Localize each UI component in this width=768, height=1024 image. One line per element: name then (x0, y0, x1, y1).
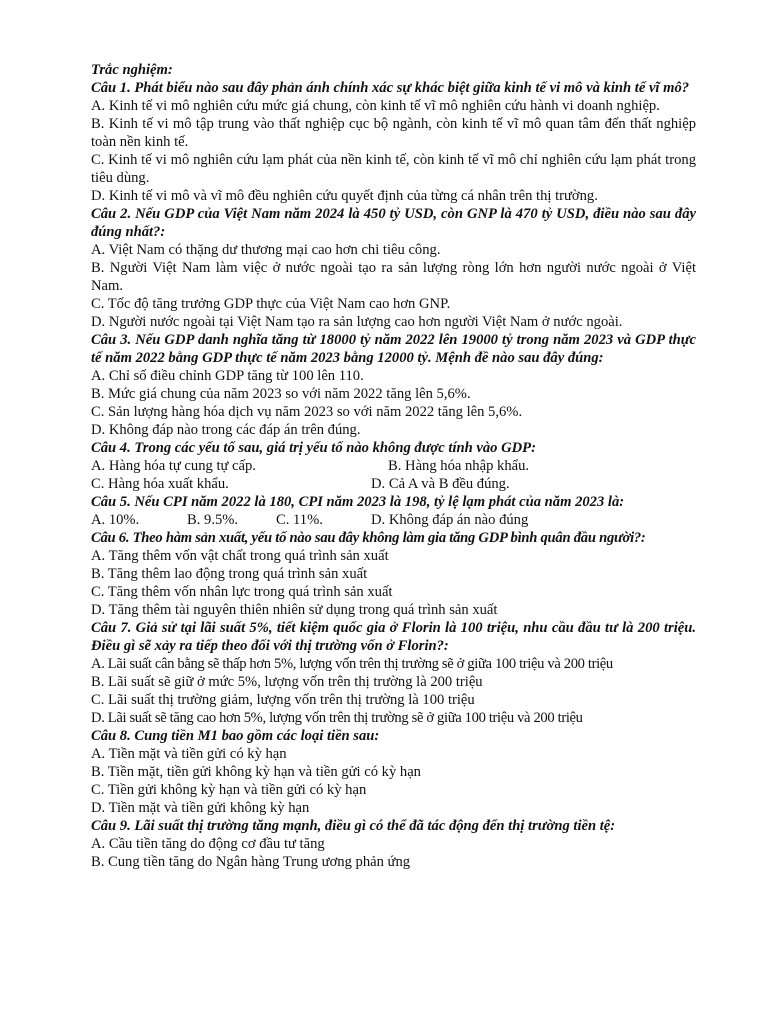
section-heading: Trắc nghiệm: (91, 62, 173, 78)
q2-option-b: B. Người Việt Nam làm việc ở nước ngoài tạo ra sản lượng ròng lớn hơn người nước ngoài ở Việt Nam. (91, 260, 696, 294)
q6-option-d: D. Tăng thêm tài nguyên thiên nhiên sử dụng trong quá trình sản xuất (91, 602, 498, 618)
q6-option-a: A. Tăng thêm vốn vật chất trong quá trình sản xuất (91, 548, 389, 564)
question-7: Câu 7. Giả sử tại lãi suất 5%, tiết kiệm quốc gia ở Florin là 100 triệu, nhu cầu đầu tư là 200 triệu. Điều gì sẽ xảy ra tiếp theo đối với thị trường vốn ở Florin?: (91, 620, 696, 654)
q6-option-c: C. Tăng thêm vốn nhân lực trong quá trình sản xuất (91, 584, 393, 600)
question-2: Câu 2. Nếu GDP của Việt Nam năm 2024 là 450 tỷ USD, còn GNP là 470 tỷ USD, điều nào sau đây đúng nhất?: (91, 206, 696, 240)
q8-option-c: C. Tiền gửi không kỳ hạn và tiền gửi có kỳ hạn (91, 782, 367, 798)
q5-option-d: D. Không đáp án nào đúng (371, 512, 529, 528)
document-page (91, 61, 696, 871)
q3-option-a: A. Chỉ số điều chỉnh GDP tăng từ 100 lên 110. (91, 368, 364, 384)
q2-option-c: C. Tốc độ tăng trưởng GDP thực của Việt Nam cao hơn GNP. (91, 296, 451, 312)
question-1: Câu 1. Phát biểu nào sau đây phản ánh chính xác sự khác biệt giữa kinh tế vi mô và kinh tế vĩ mô? (91, 80, 690, 96)
q4-option-b: B. Hàng hóa nhập khẩu. (388, 458, 530, 474)
q5-option-a: A. 10%. (91, 512, 140, 528)
q4-option-d: D. Cả A và B đều đúng. (371, 476, 510, 492)
q1-option-d: D. Kinh tế vi mô và vĩ mô đều nghiên cứu quyết định của từng cá nhân trên thị trường. (91, 188, 598, 204)
question-4: Câu 4. Trong các yếu tố sau, giá trị yếu tố nào không được tính vào GDP: (91, 440, 536, 456)
q7-option-b: B. Lãi suất sẽ giữ ở mức 5%, lượng vốn trên thị trường là 200 triệu (91, 674, 483, 690)
question-5: Câu 5. Nếu CPI năm 2022 là 180, CPI năm 2023 là 198, tỷ lệ lạm phát của năm 2023 là: (91, 494, 625, 510)
q1-option-c: C. Kinh tế vi mô nghiên cứu lạm phát của nền kinh tế, còn kinh tế vĩ mô chỉ nghiên cứu lạm phát trong tiêu dùng. (91, 152, 696, 186)
q3-option-d: D. Không đáp nào trong các đáp án trên đúng. (91, 422, 361, 438)
q7-option-d: D. Lãi suất sẽ tăng cao hơn 5%, lượng vốn trên thị trường sẽ ở giữa 100 triệu và 200 triệu (91, 710, 583, 726)
q4-options-row-2 (91, 475, 696, 493)
q5-option-b: B. 9.5%. (187, 512, 239, 528)
q5-options-row (91, 511, 696, 529)
question-8: Câu 8. Cung tiền M1 bao gồm các loại tiền sau: (91, 728, 380, 744)
q4-options-row-1 (91, 457, 696, 475)
q1-option-b: B. Kinh tế vi mô tập trung vào thất nghiệp cục bộ ngành, còn kinh tế vĩ mô quan tâm đến thất nghiệp toàn nền kinh tế. (91, 116, 696, 150)
q9-option-b: B. Cung tiền tăng do Ngân hàng Trung ương phản ứng (91, 854, 411, 870)
q3-option-b: B. Mức giá chung của năm 2023 so với năm 2022 tăng lên 5,6%. (91, 386, 471, 402)
q4-option-a: A. Hàng hóa tự cung tự cấp. (91, 458, 256, 474)
q6-option-b: B. Tăng thêm lao động trong quá trình sản xuất (91, 566, 368, 582)
q5-option-c: C. 11%. (276, 512, 323, 528)
q8-option-d: D. Tiền mặt và tiền gửi không kỳ hạn (91, 800, 310, 816)
q7-option-c: C. Lãi suất thị trường giảm, lượng vốn trên thị trường là 100 triệu (91, 692, 475, 708)
q2-option-d: D. Người nước ngoài tại Việt Nam tạo ra sản lượng cao hơn người Việt Nam ở nước ngoài. (91, 314, 623, 330)
q9-option-a: A. Cầu tiền tăng do động cơ đầu tư tăng (91, 836, 325, 852)
q3-option-c: C. Sản lượng hàng hóa dịch vụ năm 2023 so với năm 2022 tăng lên 5,6%. (91, 404, 523, 420)
question-9: Câu 9. Lãi suất thị trường tăng mạnh, điều gì có thể đã tác động đến thị trường tiền tệ: (91, 818, 616, 834)
q1-option-a: A. Kinh tế vi mô nghiên cứu mức giá chung, còn kinh tế vĩ mô nghiên cứu hành vi doanh nghiệp. (91, 98, 660, 114)
q4-option-c: C. Hàng hóa xuất khẩu. (91, 476, 229, 492)
question-6: Câu 6. Theo hàm sản xuất, yếu tố nào sau đây không làm gia tăng GDP bình quân đầu người?: (91, 530, 646, 546)
q2-option-a: A. Việt Nam có thặng dư thương mại cao hơn chi tiêu công. (91, 242, 441, 258)
question-3: Câu 3. Nếu GDP danh nghĩa tăng từ 18000 tỷ năm 2022 lên 19000 tỷ trong năm 2023 và GDP thực tế năm 2022 bằng GDP thực tế năm 2023 bằng 12000 tỷ. Mệnh đề nào sau đây đúng: (91, 332, 696, 366)
q8-option-a: A. Tiền mặt và tiền gửi có kỳ hạn (91, 746, 287, 762)
q7-option-a: A. Lãi suất cân bằng sẽ thấp hơn 5%, lượng vốn trên thị trường sẽ ở giữa 100 triệu và 200 triệu (91, 656, 613, 672)
q8-option-b: B. Tiền mặt, tiền gửi không kỳ hạn và tiền gửi có kỳ hạn (91, 764, 421, 780)
